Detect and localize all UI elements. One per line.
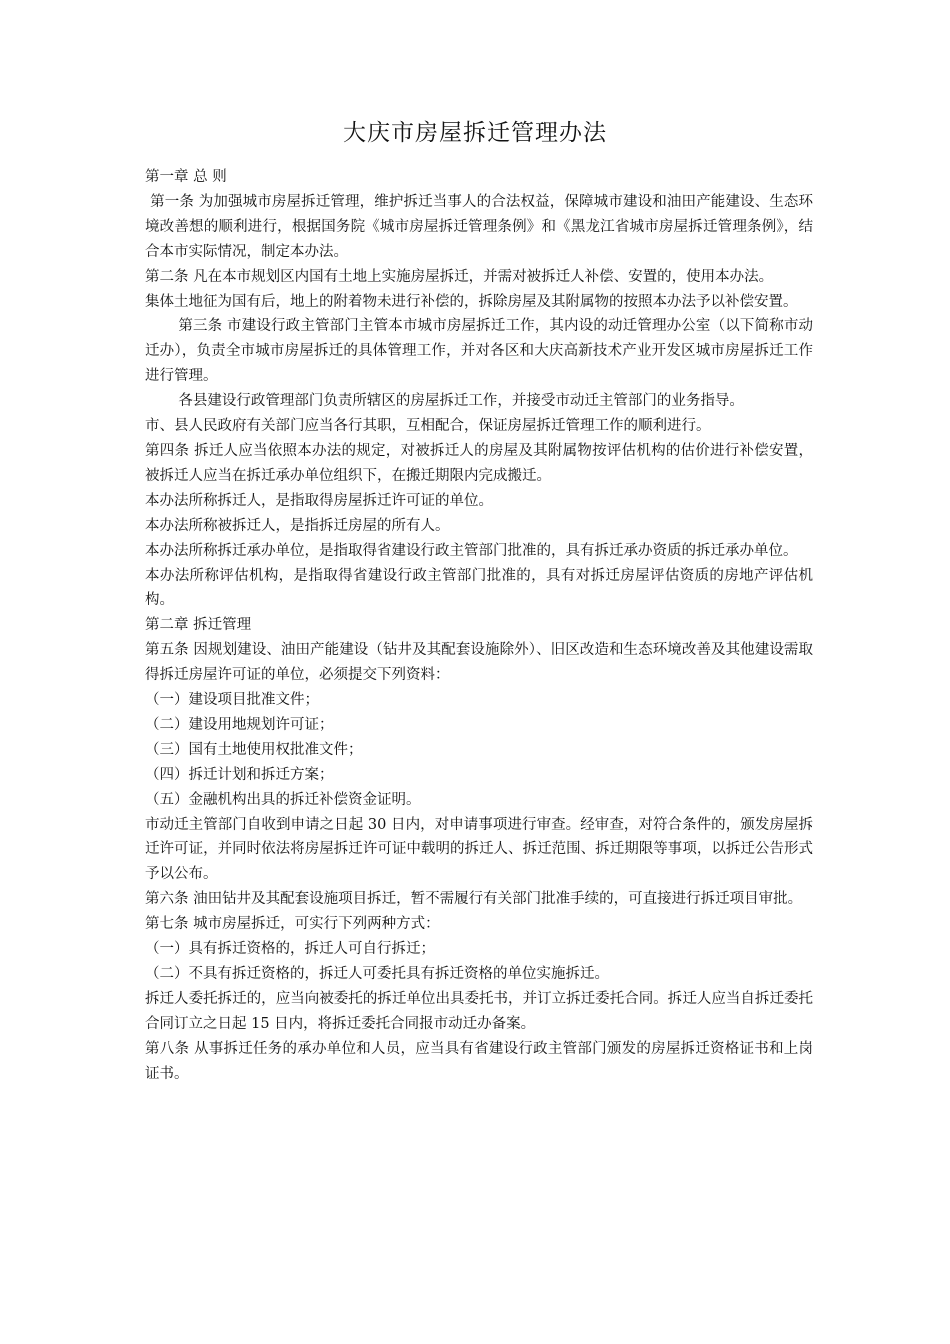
article-paragraph: 第七条 城市房屋拆迁，可实行下列两种方式： — [145, 916, 440, 933]
article-paragraph: 第五条 因规划建设、油田产能建设（钻井及其配套设施除外）、旧区改造和生态环境改善及其他建设需取得拆迁房屋许可证的单位，必须提交下列资料： — [145, 642, 813, 684]
list-item: （二）不具有拆迁资格的，拆迁人可委托具有拆迁资格的单位实施拆迁。 — [145, 966, 609, 982]
body-paragraph: 本办法所称被拆迁人，是指拆迁房屋的所有人。 — [145, 517, 450, 534]
chapter-heading: 第二章 拆迁管理 — [145, 617, 252, 634]
article-paragraph: 第二条 凡在本市规划区内国有土地上实施房屋拆迁，并需对被拆迁人补偿、安置的，使用本办法。 — [145, 268, 774, 285]
article-paragraph: 第四条 拆迁人应当依照本办法的规定，对被拆迁人的房屋及其附属物按评估机构的估价进行补偿安置，被拆迁人应当在拆迁承办单位组织下，在搬迁期限内完成搬迁。 — [145, 442, 813, 484]
list-item: （二）建设用地规划许可证； — [145, 716, 334, 733]
article-paragraph: 第三条 市建设行政主管部门主管本市城市房屋拆迁工作，其内设的动迁管理办公室（以下简称市动迁办），负责全市城市房屋拆迁的具体管理工作，并对各区和大庆高新技术产业开发区城市房屋拆迁工作进行管理。 — [145, 318, 813, 385]
list-item: （五）金融机构出具的拆迁补偿资金证明。 — [145, 791, 421, 808]
article-paragraph: 第一条 为加强城市房屋拆迁管理，维护拆迁当事人的合法权益，保障城市建设和油田产能建设、生态环境改善想的顺利进行，根据国务院《城市房屋拆迁管理条例》和《黑龙江省城市房屋拆迁管理条例》，结合本市实际情况，制定本办法。 — [145, 193, 813, 260]
document-title: 大庆市房屋拆迁管理办法 — [343, 120, 607, 146]
list-item: （三）国有土地使用权批准文件； — [145, 741, 363, 758]
body-paragraph: 市、县人民政府有关部门应当各行其职，互相配合，保证房屋拆迁管理工作的顺利进行。 — [145, 418, 711, 435]
body-paragraph: 本办法所称评估机构，是指取得省建设行政主管部门批准的，具有对拆迁房屋评估资质的房地产评估机构。 — [145, 567, 813, 609]
body-paragraph: 集体土地征为国有后，地上的附着物未进行补偿的，拆除房屋及其附属物的按照本办法予以补偿安置。 — [145, 293, 798, 310]
list-item: （四）拆迁计划和拆迁方案； — [145, 766, 334, 783]
document-body — [145, 165, 813, 1087]
body-paragraph: 本办法所称拆迁人，是指取得房屋拆迁许可证的单位。 — [145, 492, 493, 509]
article-paragraph: 第六条 油田钻井及其配套设施项目拆迁，暂不需履行有关部门批准手续的，可直接进行拆迁项目审批。 — [145, 891, 803, 908]
list-item: （一）具有拆迁资格的，拆迁人可自行拆迁； — [145, 941, 435, 958]
body-paragraph: 各县建设行政管理部门负责所辖区的房屋拆迁工作，并接受市动迁主管部门的业务指导。 — [178, 393, 744, 410]
body-paragraph: 市动迁主管部门自收到申请之日起 30 日内，对申请事项进行审查。经审查，对符合条件的，颁发房屋拆迁许可证，并同时依法将房屋拆迁许可证中载明的拆迁人、拆迁范围、拆迁期限等事项，以拆迁公告形式予以公布。 — [145, 816, 813, 883]
body-paragraph: 拆迁人委托拆迁的，应当向被委托的拆迁单位出具委托书，并订立拆迁委托合同。拆迁人应当自拆迁委托合同订立之日起 15 日内，将拆迁委托合同报市动迁办备案。 — [145, 990, 813, 1032]
body-paragraph: 本办法所称拆迁承办单位，是指取得省建设行政主管部门批准的，具有拆迁承办资质的拆迁承办单位。 — [145, 542, 798, 559]
list-item: （一）建设项目批准文件； — [145, 692, 319, 709]
article-paragraph: 第八条 从事拆迁任务的承办单位和人员，应当具有省建设行政主管部门颁发的房屋拆迁资格证书和上岗证书。 — [145, 1040, 813, 1082]
chapter-heading: 第一章 总 则 — [145, 169, 227, 185]
